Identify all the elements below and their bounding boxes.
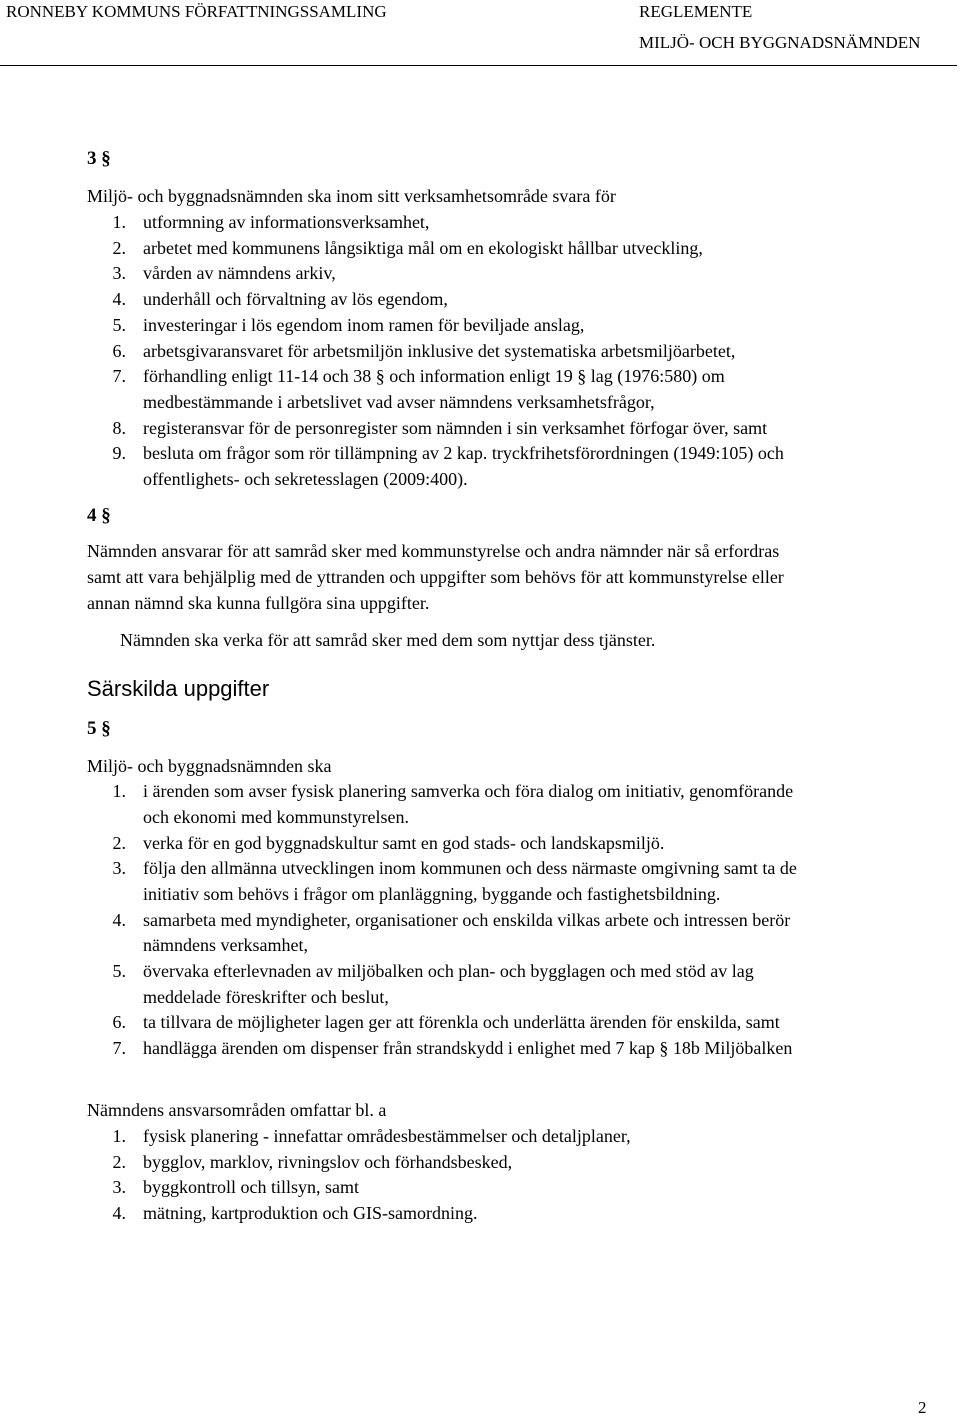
header-collection-title: RONNEBY KOMMUNS FÖRFATTNINGSSAMLING [6,2,387,21]
list-item-continuation: medbestämmande i arbetslivet vad avser nämndens verksamhetsfrågor, [143,392,655,412]
list-item: handlägga ärenden om dispenser från strandskydd i enlighet med 7 kap § 18b Miljöbalken [143,1038,793,1058]
section-4-title: 4 § [87,505,111,526]
list-number: 7. [112,366,126,386]
list-item: registeransvar för de personregister som nämnden i sin verksamhet förfogar över, samt [143,418,768,438]
list-item: i ärenden som avser fysisk planering samverka och föra dialog om initiativ, genomförande [143,781,794,801]
list-item: arbetsgivaransvaret för arbetsmiljön inklusive det systematiska arbetsmiljöarbetet, [143,341,736,361]
list-item: besluta om frågor som rör tillämpning av 2 kap. tryckfrihetsförordningen (1949:105) och [143,443,784,463]
list-number: 5. [112,961,126,981]
section-5-intro: Miljö- och byggnadsnämnden ska [87,756,332,776]
list-number: 5. [112,315,126,335]
list-item: vården av nämndens arkiv, [143,263,336,283]
list-item: utformning av informationsverksamhet, [143,212,430,232]
header-board-name: MILJÖ- OCH BYGGNADSNÄMNDEN [639,33,921,52]
section-4-paragraph-line: Nämnden ansvarar för att samråd sker med kommunstyrelse och andra nämnder när så erfordras [87,541,780,561]
list-number: 2. [112,833,126,853]
list-item-continuation: meddelade föreskrifter och beslut, [143,987,389,1007]
list-item-continuation: offentlighets- och sekretesslagen (2009:400). [143,469,468,489]
list-item: mätning, kartproduktion och GIS-samordning. [143,1203,478,1223]
list-number: 1. [112,781,126,801]
page-header [0,0,960,68]
list-number: 4. [112,289,126,309]
list-number: 2. [112,238,126,258]
list-item: övervaka efterlevnaden av miljöbalken och plan- och bygglagen och med stöd av lag [143,961,754,981]
section-3-intro: Miljö- och byggnadsnämnden ska inom sitt verksamhetsområde svara för [87,186,616,206]
section-heading: Särskilda uppgifter [87,676,270,701]
list-number: 1. [112,1126,126,1146]
list-number: 3. [112,1177,126,1197]
list-number: 3. [112,263,126,283]
list-item: investeringar i lös egendom inom ramen för beviljade anslag, [143,315,585,335]
list-item: ta tillvara de möjligheter lagen ger att förenkla och underlätta ärenden för enskilda, samt [143,1012,780,1032]
list-item: fysisk planering - innefattar områdesbestämmelser och detaljplaner, [143,1126,631,1146]
section-4-paragraph-line: annan nämnd ska kunna fullgöra sina uppgifter. [87,593,430,613]
list-number: 9. [112,443,126,463]
list-item: underhåll och förvaltning av lös egendom, [143,289,448,309]
page-number: 2 [918,1398,927,1417]
section-3-title: 3 § [87,148,111,169]
header-rule [0,65,957,66]
list-number: 8. [112,418,126,438]
list-item: byggkontroll och tillsyn, samt [143,1177,359,1197]
list-number: 6. [112,1012,126,1032]
list-item-continuation: och ekonomi med kommunstyrelsen. [143,807,409,827]
header-document-type: REGLEMENTE [639,2,753,21]
list-number: 2. [112,1152,126,1172]
list-item: verka för en god byggnadskultur samt en god stads- och landskapsmiljö. [143,833,665,853]
list-number: 4. [112,910,126,930]
list-item: följa den allmänna utvecklingen inom kommunen och dess närmaste omgivning samt ta de [143,858,797,878]
section-5-title: 5 § [87,718,111,739]
list-item-continuation: nämndens verksamhet, [143,935,308,955]
list-number: 1. [112,212,126,232]
list-number: 7. [112,1038,126,1058]
list-item: arbetet med kommunens långsiktiga mål om en ekologiskt hållbar utveckling, [143,238,703,258]
list-number: 3. [112,858,126,878]
list-item: samarbeta med myndigheter, organisationer och enskilda vilkas arbete och intressen berör [143,910,791,930]
section-4-paragraph-2: Nämnden ska verka för att samråd sker med dem som nyttjar dess tjänster. [120,630,656,650]
list-item: bygglov, marklov, rivningslov och förhandsbesked, [143,1152,513,1172]
section-4-paragraph-line: samt att vara behjälplig med de yttranden och uppgifter som behövs för att kommunstyrelse eller [87,567,784,587]
list-number: 4. [112,1203,126,1223]
areas-intro: Nämndens ansvarsområden omfattar bl. a [87,1100,387,1120]
list-item: förhandling enligt 11-14 och 38 § och information enligt 19 § lag (1976:580) om [143,366,725,386]
list-number: 6. [112,341,126,361]
list-item-continuation: initiativ som behövs i frågor om planläggning, byggande och fastighetsbildning. [143,884,721,904]
